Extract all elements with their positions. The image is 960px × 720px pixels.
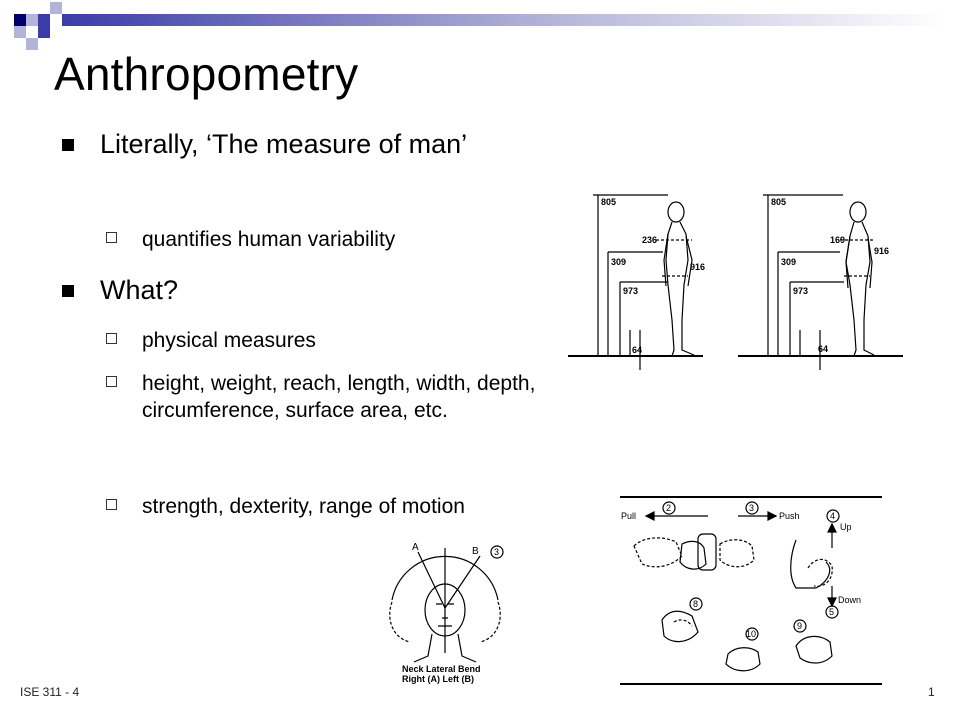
decor-square-light xyxy=(14,26,26,38)
sub-bullet-box-icon xyxy=(106,376,117,387)
bullet-what xyxy=(62,274,522,306)
sub-bullet-text: physical measures xyxy=(142,329,316,352)
neck-num-3: 3 xyxy=(494,547,500,557)
hand-num-8: 8 xyxy=(693,599,699,609)
page-number: 1 xyxy=(928,685,935,699)
male-stature-label: 805 xyxy=(601,197,617,207)
hand-num-4: 4 xyxy=(830,511,836,521)
slide-title: Anthropometry xyxy=(54,48,359,100)
hand-num-9: 9 xyxy=(797,621,803,631)
sub-bullet-height xyxy=(106,370,546,451)
sub-bullet-text: height, weight, reach, length, width, depth, circumference, surface area, etc. xyxy=(142,372,536,422)
sub-bullet-text: quantifies human variability xyxy=(142,228,396,251)
decor-square-light xyxy=(26,38,38,50)
neck-caption-2: Right (A) Left (B) xyxy=(402,674,474,684)
female-stature-label: 805 xyxy=(771,197,787,207)
female-chest-label: 169 xyxy=(830,235,846,245)
decor-square-dark xyxy=(14,14,26,26)
sub-bullet-variability xyxy=(106,226,546,253)
bullet-text: What? xyxy=(100,275,179,305)
sub-bullet-box-icon xyxy=(106,232,117,243)
hand-num-5: 5 xyxy=(829,607,835,617)
male-ankle-label: 64 xyxy=(632,345,643,355)
male-hip-label: 309 xyxy=(611,257,627,267)
decor-top-bar xyxy=(62,14,946,26)
decor-square-mid xyxy=(38,14,50,26)
decor-square-light xyxy=(26,14,38,26)
neck-b-label: B xyxy=(472,546,479,557)
female-knee-label: 973 xyxy=(793,286,809,296)
bullet-square-icon xyxy=(62,285,74,297)
hand-num-10: 10 xyxy=(746,629,757,639)
decor-square-mid xyxy=(38,26,50,38)
sub-bullet-physical xyxy=(106,327,546,354)
hand-num-3: 3 xyxy=(749,503,755,513)
female-hip-label: 309 xyxy=(781,257,797,267)
male-knee-label: 973 xyxy=(623,286,639,296)
neck-bend-figure xyxy=(382,538,508,688)
neck-a-label: A xyxy=(412,542,419,553)
bullet-literally xyxy=(62,128,522,192)
push-label: Push xyxy=(779,511,800,521)
sub-bullet-box-icon xyxy=(106,499,117,510)
decor-square-mid xyxy=(50,2,62,14)
footer-course-code: ISE 311 - 4 xyxy=(20,685,80,699)
hand-motion-figure xyxy=(620,496,884,688)
sub-bullet-text: strength, dexterity, range of motion xyxy=(142,495,465,518)
up-label: Up xyxy=(840,522,852,532)
body-measurement-figure xyxy=(568,190,908,375)
male-chest-label: 236 xyxy=(642,235,658,245)
bullet-text: Literally, ‘The measure of man’ xyxy=(100,129,468,159)
female-ankle-label: 64 xyxy=(818,344,829,354)
male-arm-label: 916 xyxy=(690,262,706,272)
down-label: Down xyxy=(838,595,862,605)
neck-caption-1: Neck Lateral Bend xyxy=(402,664,481,674)
sub-bullet-box-icon xyxy=(106,333,117,344)
hand-num-2: 2 xyxy=(666,503,672,513)
pull-label: Pull xyxy=(621,511,637,521)
female-arm-label: 916 xyxy=(874,246,890,256)
bullet-square-icon xyxy=(62,139,74,151)
